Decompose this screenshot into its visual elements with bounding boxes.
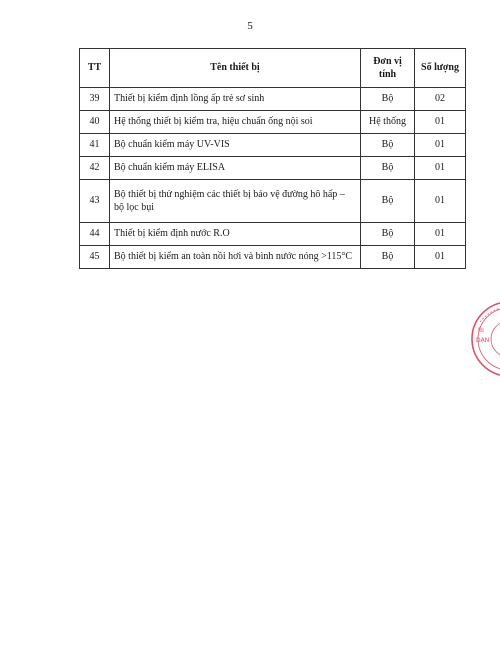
table-row xyxy=(80,180,466,223)
cell-name: Hệ thống thiết bị kiểm tra, hiệu chuẩn ống nội soi xyxy=(110,111,361,134)
cell-unit: Bộ xyxy=(361,180,415,223)
table-row xyxy=(80,88,466,111)
cell-qty: 01 xyxy=(415,157,466,180)
table-row xyxy=(80,111,466,134)
seal-text-line-1: BỊ xyxy=(478,327,484,334)
cell-tt: 41 xyxy=(80,134,110,157)
cell-name: Bộ thiết bị kiểm an toàn nồi hơi và bình nước nóng >115°C xyxy=(110,246,361,269)
table-row xyxy=(80,223,466,246)
cell-qty: 01 xyxy=(415,180,466,223)
header-tt: TT xyxy=(80,49,110,88)
cell-name: Thiết bị kiểm định lồng ấp trẻ sơ sinh xyxy=(110,88,361,111)
cell-tt: 42 xyxy=(80,157,110,180)
cell-name: Thiết bị kiểm định nước R.O xyxy=(110,223,361,246)
table-row xyxy=(80,157,466,180)
cell-unit: Bộ xyxy=(361,134,415,157)
cell-name: Bộ chuẩn kiểm máy UV-VIS xyxy=(110,134,361,157)
cell-name: Bộ chuẩn kiểm máy ELISA xyxy=(110,157,361,180)
cell-tt: 39 xyxy=(80,88,110,111)
cell-unit: Bộ xyxy=(361,223,415,246)
cell-name: Bộ thiết bị thử nghiệm các thiết bị bảo vệ đường hô hấp – bộ lọc bụi xyxy=(110,180,361,223)
cell-tt: 44 xyxy=(80,223,110,246)
cell-tt: 40 xyxy=(80,111,110,134)
cell-unit: Bộ xyxy=(361,88,415,111)
table-header-row xyxy=(80,49,466,88)
cell-qty: 01 xyxy=(415,246,466,269)
cell-unit: Bộ xyxy=(361,246,415,269)
header-name: Tên thiết bị xyxy=(110,49,361,88)
header-unit: Đơn vị tính xyxy=(361,49,415,88)
cell-tt: 43 xyxy=(80,180,110,223)
red-seal-stamp xyxy=(470,300,500,378)
cell-qty: 01 xyxy=(415,223,466,246)
table-row xyxy=(80,246,466,269)
page-number: 5 xyxy=(247,20,253,32)
cell-unit: Hệ thống xyxy=(361,111,415,134)
seal-text-line-2: DẠN xyxy=(476,337,490,344)
cell-unit: Bộ xyxy=(361,157,415,180)
cell-qty: 02 xyxy=(415,88,466,111)
table-row xyxy=(80,134,466,157)
cell-tt: 45 xyxy=(80,246,110,269)
cell-qty: 01 xyxy=(415,134,466,157)
cell-qty: 01 xyxy=(415,111,466,134)
equipment-table xyxy=(79,48,466,269)
header-qty: Số lượng xyxy=(415,49,466,88)
